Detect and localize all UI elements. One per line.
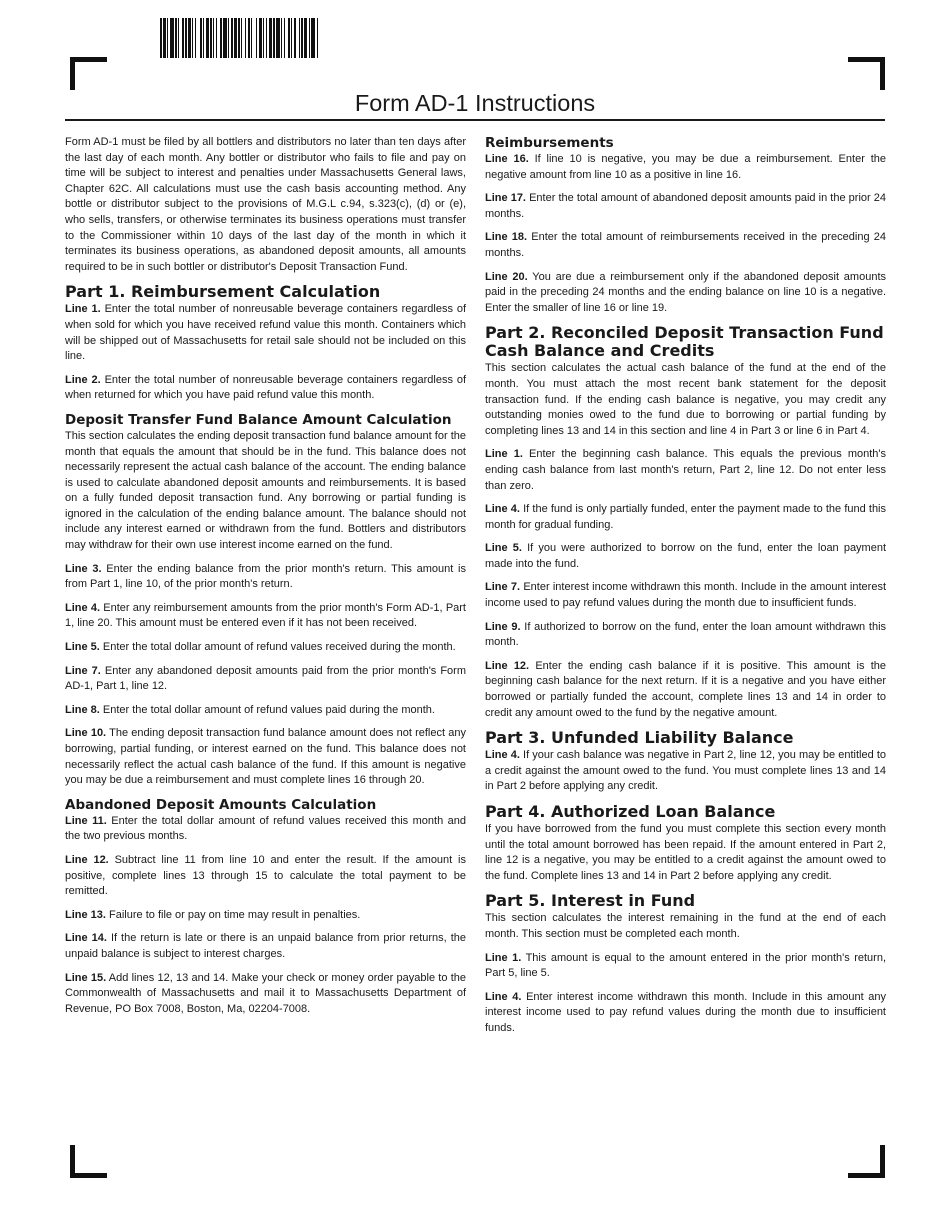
line-text: Enter the ending balance from the prior month's return. This amount is from Part 1, line 10, of the prior month's return. (65, 562, 467, 591)
crop-mark-top-left (70, 57, 107, 90)
line-label: Line 4. (485, 990, 522, 1003)
part4-intro: If you have borrowed from the fund you must complete this section every month until the total amount borrowed has been repaid. If the amount entered in Part 2, line 12 is a negative, you may be entitled to a credit against the amount owed to the fund. Complete lines 13 and 14 in Part 2 before applying any credit. (485, 823, 886, 882)
line-label: Line 12. (485, 659, 530, 672)
line-text: This amount is equal to the amount entered in the prior month's return, Part 5, line 5. (485, 951, 887, 980)
line-label: Line 5. (65, 641, 100, 654)
part2-heading: Part 2. Reconciled Deposit Transaction Fund Cash Balance and Credits (485, 323, 884, 361)
barcode-bar (203, 18, 204, 58)
line-label: Line 4. (65, 601, 101, 614)
line-label: Line 18. (485, 231, 528, 244)
line-text: If line 10 is negative, you may be due a reimbursement. Enter the negative amount from line 10 as a positive in line 16. (485, 153, 886, 181)
line-text: If the return is late or there is an unpaid balance from prior returns, the unpaid balance is subject to interest charges. (65, 932, 467, 960)
part3-lines (485, 748, 886, 795)
line-label: Line 2. (65, 373, 101, 386)
line-label: Line 1. (485, 951, 522, 964)
barcode-bar (311, 18, 315, 58)
barcode-bar (269, 18, 272, 58)
line-instruction (65, 931, 466, 962)
barcode-bar (256, 18, 257, 58)
barcode-bar (185, 18, 187, 58)
barcode-bar (175, 18, 177, 58)
title-rule (65, 119, 885, 121)
line-label: Line 4. (485, 503, 520, 516)
line-instruction (65, 664, 466, 695)
line-text: Add lines 12, 13 and 14. Make your check or money order payable to the Commonwealth of Massachusetts and mail it to Massachusetts Department of Revenue, PO Box 7008, Boston, Ma, 02204-7008. (65, 971, 466, 1015)
line-instruction (485, 270, 886, 317)
barcode-bar (178, 18, 179, 58)
barcode-bar (273, 18, 275, 58)
line-label: Line 12. (65, 853, 109, 866)
part2-lines (485, 447, 886, 721)
left-column (65, 135, 466, 1025)
barcode-bar (188, 18, 191, 58)
line-instruction (485, 152, 886, 183)
line-instruction (485, 951, 886, 982)
barcode-bar (301, 18, 303, 58)
barcode-bar (284, 18, 285, 58)
line-instruction (65, 703, 466, 719)
line-instruction (65, 726, 466, 788)
line-text: Enter the total dollar amount of refund values paid during the month. (102, 703, 435, 716)
barcode-bar (206, 18, 209, 58)
line-text: If the fund is only partially funded, enter the payment made to the fund this month for gradual funding. (485, 503, 887, 531)
barcode-bar (263, 18, 264, 58)
line-label: Line 9. (485, 620, 521, 633)
line-text: If authorized to borrow on the fund, enter the loan amount withdrawn this month. (485, 620, 887, 649)
line-label: Line 5. (485, 542, 522, 555)
crop-mark-bottom-right (848, 1145, 885, 1178)
line-instruction (485, 541, 886, 572)
line-instruction (65, 601, 466, 632)
line-instruction (65, 373, 466, 404)
line-instruction (485, 748, 886, 795)
part4-heading: Part 4. Authorized Loan Balance (485, 802, 776, 821)
line-instruction (485, 659, 886, 721)
line-label: Line 1. (65, 303, 101, 316)
line-label: Line 15. (65, 971, 107, 984)
line-text: Enter the total amount of abandoned deposit amounts paid in the prior 24 months. (485, 192, 886, 220)
barcode-bar (210, 18, 212, 58)
line-text: You are due a reimbursement only if the abandoned deposit amounts paid in the preceding 24 months and the ending balance on line 10 is a negative. Enter the smaller of line 16 or line 19. (485, 270, 886, 314)
barcode-bar (220, 18, 222, 58)
barcode (160, 18, 470, 58)
line-instruction (485, 447, 886, 494)
line-instruction (485, 990, 886, 1037)
barcode-bar (231, 18, 233, 58)
part3-heading: Part 3. Unfunded Liability Balance (485, 728, 794, 748)
line-text: Enter interest income withdrawn this month. Include in the amount interest income used to pay refund values during the month due to insufficient funds. (485, 581, 887, 610)
line-label: Line 4. (485, 749, 520, 762)
part5-heading: Part 5. Interest in Fund (485, 891, 696, 911)
line-label: Line 10. (65, 727, 107, 740)
part2-intro: This section calculates the actual cash balance of the fund at the end of the month. You must attach the most recent bank statement for the deposit transaction fund. If the ending cash balance is negative, you may credit any outstanding monies owed to the fund due to borrowing or partial funding by completing lines 13 and 14 in this section and line 4 in Part 3 or line 6 in Part 4. (485, 362, 886, 437)
line-label: Line 17. (485, 192, 526, 205)
right-column (485, 135, 886, 1045)
line-label: Line 20. (485, 270, 528, 283)
line-label: Line 1. (485, 448, 523, 461)
barcode-bar (192, 18, 193, 58)
barcode-bar (291, 18, 292, 58)
line-instruction (65, 302, 466, 364)
barcode-bar (304, 18, 307, 58)
line-label: Line 16. (485, 153, 529, 165)
barcode-bar (163, 18, 166, 58)
line-text: Enter the beginning cash balance. This equals the previous month's ending cash balance from last month's return, Part 2, line 12. Do not enter less than zero. (485, 448, 887, 492)
barcode-bar (248, 18, 250, 58)
line-text: Enter interest income withdrawn this month. Include in this amount any interest income used to pay refund values during the month due to insufficient funds. (485, 990, 887, 1034)
dtf-heading: Deposit Transfer Fund Balance Amount Calculation (65, 411, 452, 428)
line-label: Line 13. (65, 908, 106, 921)
line-instruction (65, 640, 466, 656)
line-label: Line 11. (65, 814, 107, 827)
page-title: Form AD-1 Instructions (354, 90, 596, 116)
barcode-bar (299, 18, 300, 58)
barcode-bar (234, 18, 237, 58)
line-label: Line 7. (65, 664, 101, 677)
barcode-bar (259, 18, 262, 58)
barcode-bar (200, 18, 202, 58)
crop-mark-top-right (848, 57, 885, 90)
line-instruction (65, 971, 466, 1018)
part5-lines (485, 951, 886, 1037)
line-text: Enter the total dollar amount of refund values received during the month. (102, 641, 456, 654)
line-instruction (485, 191, 886, 222)
dtf-lines (65, 562, 466, 789)
line-instruction (485, 620, 886, 651)
line-text: Enter any abandoned deposit amounts paid from the prior month's Form AD-1, Part 1, line 12. (65, 664, 466, 693)
line-instruction (485, 580, 886, 611)
line-label: Line 3. (65, 562, 102, 575)
barcode-bar (170, 18, 174, 58)
reimbursements-heading: Reimbursements (485, 135, 614, 151)
barcode-bar (251, 18, 252, 58)
barcode-bar (228, 18, 229, 58)
abandoned-lines (65, 814, 466, 1018)
abandoned-heading: Abandoned Deposit Amounts Calculation (65, 796, 377, 813)
barcode-bar (294, 18, 296, 58)
intro-paragraph: Form AD-1 must be filed by all bottlers and distributors no later than ten days after the last day of each month. Any bottler or distributor who fails to file and pay on time will be subject to interest and penalties under Massachusetts General laws, Chapter 62C. All calculations must use the cash basis accounting method. Any bottle or distributor subject to the provisions of M.G.L c.94, s.323(c), (d) or (e), who sells, transfers, or otherwise terminates its business operations must transfer to the Commissioner within 10 days of the last day of the month in which it terminates its business operations, as abandoned deposit amounts, all amounts required to be in such bottler or distributor's Deposit Transaction Fund. (65, 136, 466, 273)
barcode-bar (266, 18, 267, 58)
barcode-bar (195, 18, 196, 58)
line-text: Subtract line 11 from line 10 and enter the result. If the amount is positive, complete lines 13 through 15 to calculate the total payment to be remitted. (65, 853, 467, 898)
line-text: Enter the ending cash balance if it is positive. This amount is the beginning cash balance for the next return. If it is a negative and you have either borrowed or partially funded the account, complete lines 13 and 14 in order to credit any amount owed to the fund by the negative amount. (485, 659, 886, 719)
part1-lines (65, 302, 466, 404)
line-text: Enter the total amount of reimbursements received in the preceding 24 months. (485, 231, 886, 259)
barcode-bar (317, 18, 318, 58)
part5-intro: This section calculates the interest remaining in the fund at the end of each month. This section must be completed each month. (485, 912, 886, 940)
crop-mark-bottom-left (70, 1145, 107, 1178)
barcode-bar (216, 18, 217, 58)
barcode-bar (276, 18, 280, 58)
dtf-intro: This section calculates the ending deposit transaction fund balance amount for the month that equals the amount that should be in the fund. This balance does not necessarily represent the actual cash balance of the account. The ending balance is used to calculate abandoned deposit amounts and reimbursements. It is based on a fully funded deposit transaction fund. Any borrowing or partial funding is ignored in the calculation of the ending balance amount. The balance should not include any interest earned or withdrawn from the fund. Bottlers and distributors may withdraw for their own use interest income earned on the fund. (65, 429, 466, 552)
barcode-bar (167, 18, 168, 58)
barcode-bar (213, 18, 214, 58)
part1-heading: Part 1. Reimbursement Calculation (65, 282, 381, 302)
barcode-bar (160, 18, 162, 58)
barcode-bar (182, 18, 184, 58)
barcode-bar (309, 18, 310, 58)
barcode-bar (281, 18, 282, 58)
barcode-bar (238, 18, 240, 58)
line-label: Line 14. (65, 932, 107, 945)
line-text: If your cash balance was negative in Part 2, line 12, you may be entitled to a credit against the amount owed to the fund. You must complete lines 13 and 14 in Part 2 before applying any credit. (485, 749, 887, 793)
reimbursements-lines (485, 152, 886, 316)
line-instruction (65, 908, 466, 924)
line-label: Line 8. (65, 703, 100, 716)
line-instruction (485, 502, 886, 533)
line-instruction (65, 562, 466, 593)
line-text: The ending deposit transaction fund balance amount does not reflect any borrowing, partial funding, or interest earned on the fund. This balance does not necessarily reflect the actual cash balance of the fund. If this amount is negative you may be due a reimbursement and must complete lines 16 through 20. (65, 727, 466, 787)
line-instruction (485, 230, 886, 261)
barcode-bar (288, 18, 290, 58)
line-text: Enter the total number of nonreusable beverage containers regardless of when sold for which you have received refund value this month. Containers which will be shipped out of Massachusetts for retail sale should not be included on this line. (65, 303, 467, 363)
barcode-bar (223, 18, 227, 58)
line-text: Enter the total number of nonreusable beverage containers regardless of when returned for which you have paid refund value this month. (65, 373, 467, 402)
barcode-bar (245, 18, 246, 58)
line-instruction (65, 853, 466, 900)
line-label: Line 7. (485, 581, 521, 594)
line-text: Enter any reimbursement amounts from the prior month's Form AD-1, Part 1, line 20. This amount must be entered even if it has not been received. (65, 601, 466, 630)
line-text: Failure to file or pay on time may result in penalties. (109, 908, 361, 921)
line-text: If you were authorized to borrow on the fund, enter the loan payment made into the fund. (485, 542, 887, 570)
line-text: Enter the total dollar amount of refund values received this month and the two previous months. (65, 814, 467, 843)
line-instruction (65, 814, 466, 845)
barcode-bar (241, 18, 242, 58)
